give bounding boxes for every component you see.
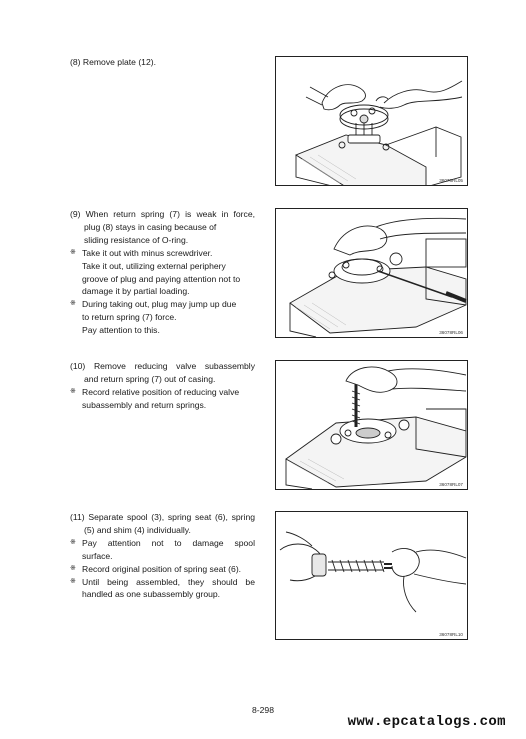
note-mark: ※	[70, 248, 76, 256]
illustration-lifting-reducing-valve	[276, 361, 467, 489]
step-text: Separate spool (3), spring seat (6), spring	[88, 512, 255, 522]
step-9	[70, 208, 255, 337]
figure-remove-reducing-valve	[275, 360, 468, 490]
step-number: (8)	[70, 57, 81, 67]
illustration-hands-removing-plate	[276, 57, 467, 185]
figure-remove-plug	[275, 208, 468, 338]
step-text: and return spring (7) out of casing.	[84, 373, 216, 384]
figure-code: 36078RL06	[439, 330, 463, 335]
note-mark: ※	[70, 538, 76, 546]
step-number: (11)	[70, 512, 85, 522]
illustration-separating-spool-parts	[276, 512, 467, 639]
step-text: Remove plate (12).	[82, 57, 156, 67]
caution-note: ※ Take it out with minus screwdriver. Take it out, utilizing external periphery groove of plug and paying attention not to damage it by partial loading.	[70, 247, 241, 297]
figure-code: 36078RL05	[439, 178, 463, 183]
step-text: sliding resistance of O-ring.	[84, 234, 189, 245]
step-text: plug (8) stays in casing because of	[84, 221, 217, 232]
note-mark: ※	[70, 577, 76, 585]
caution-note: ※ During taking out, plug may jump up due to return spring (7) force. Pay attention to this.	[70, 299, 237, 336]
caution-note: ※ Record relative position of reducing valve subassembly and return springs.	[70, 386, 240, 410]
step-text: (5) and shim (4) individually.	[84, 524, 191, 535]
step-10	[70, 360, 255, 412]
step-8	[70, 56, 255, 69]
page-number: 8-298	[252, 705, 274, 715]
figure-code: 36078RL07	[439, 482, 463, 487]
figure-separate-spool	[275, 511, 468, 640]
figure-code: 36078RL10	[439, 632, 463, 637]
step-11	[70, 511, 255, 601]
step-text: Remove reducing valve subassembly	[93, 361, 256, 371]
note-mark: ※	[70, 387, 76, 395]
caution-note: ※ Pay attention not to damage spool surface.	[70, 537, 255, 561]
caution-note: ※ Record original position of spring seat (6).	[70, 563, 242, 574]
note-mark: ※	[70, 564, 76, 572]
note-mark: ※	[70, 300, 76, 308]
caution-note: ※ Until being assembled, they should be handled as one subassembly group.	[70, 576, 255, 600]
step-text: When return spring (7) is weak in force,	[85, 209, 255, 219]
watermark-url: www.epcatalogs.com	[347, 714, 506, 730]
figure-remove-plate	[275, 56, 468, 186]
illustration-screwdriver-removing-plug	[276, 209, 467, 337]
step-number: (10)	[70, 361, 86, 371]
step-number: (9)	[70, 209, 81, 219]
